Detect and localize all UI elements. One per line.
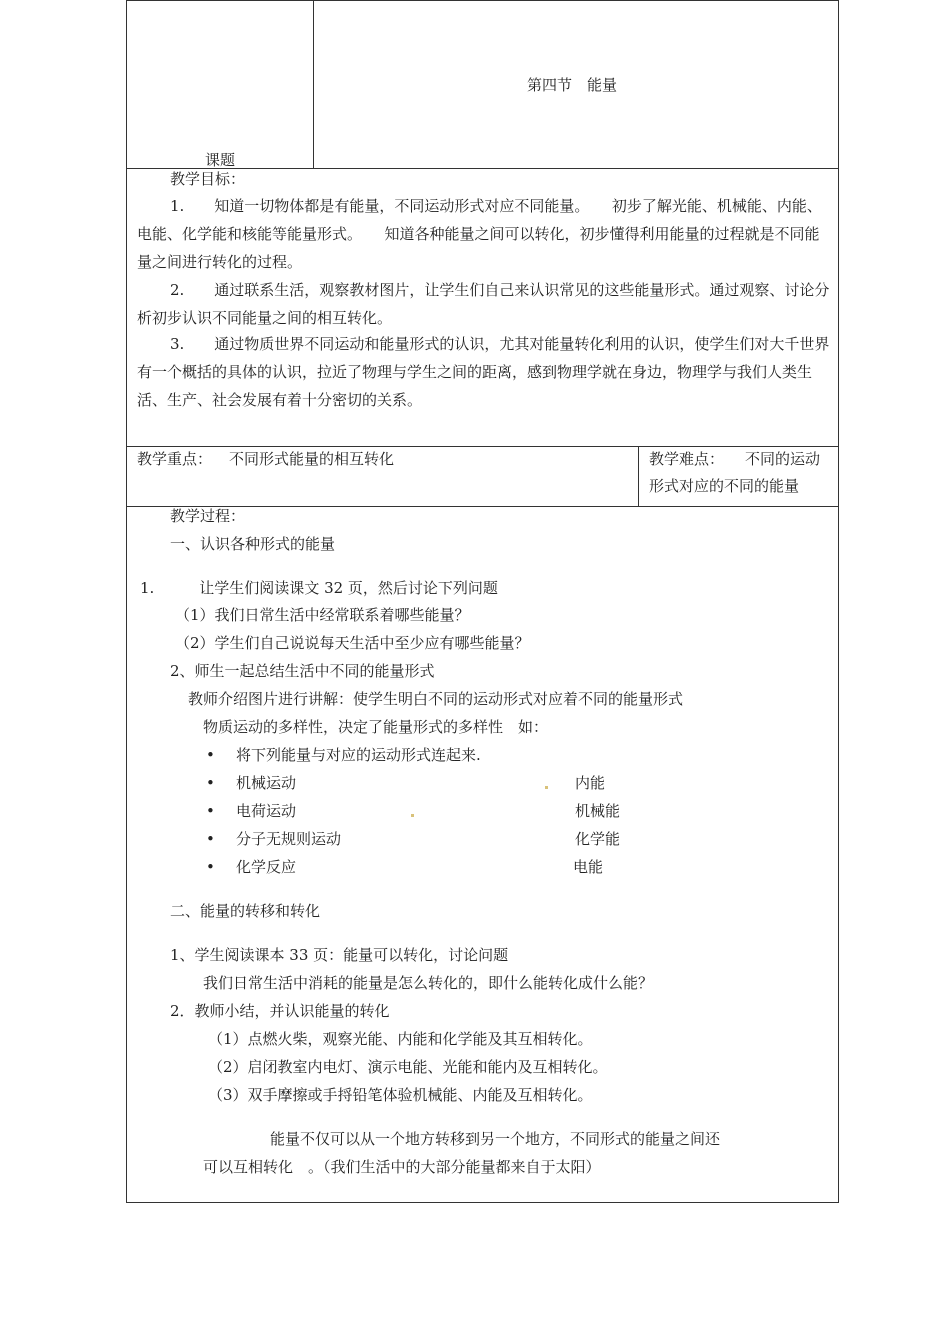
summary-item: 2、师生一起总结生活中不同的能量形式 bbox=[170, 662, 435, 680]
difficulty-line-1: 不同的运动 bbox=[745, 450, 821, 468]
motion-left-1: • 机械运动 bbox=[236, 773, 296, 793]
energy-right-2: 机械能 bbox=[575, 802, 621, 820]
difficulty-label: 教学难点： bbox=[649, 450, 725, 468]
objective-item-3: 3. 通过物质世界不同运动和能量形式的认识，尤其对能量转化利用的认识，使学生们对大千世界有一个概括的具体的认识，拉近了物理与学生之间的距离，感到物理学就在身边，物理学与我们人类生活、生产、社会发展有着十分密切的关系。 bbox=[137, 335, 830, 409]
read-question: 我们日常生活中消耗的能量是怎么转化的，即什么能转化成什么能？ bbox=[203, 974, 654, 992]
experiment-3: （3）双手摩擦或手捋铅笔体验机械能、内能及互相转化。 bbox=[208, 1086, 593, 1104]
difficulty-line-2: 形式对应的不同的能量 bbox=[649, 477, 800, 495]
energy-right-4: 电能 bbox=[573, 858, 604, 876]
header-divider-vertical bbox=[313, 0, 314, 169]
section-1-heading: 一、认识各种形式的能量 bbox=[170, 535, 336, 553]
section-2-heading: 二、能量的转移和转化 bbox=[170, 902, 321, 920]
connect-instruction: • 将下列能量与对应的运动形式连起来. bbox=[236, 745, 481, 765]
key-points-value: 不同形式能量的相互转化 bbox=[229, 450, 395, 468]
teacher-summary: 2．教师小结，并认识能量的转化 bbox=[170, 1002, 390, 1020]
question-1: （1）我们日常生活中经常联系着哪些能量？ bbox=[175, 606, 470, 624]
scan-speck bbox=[545, 786, 548, 789]
experiment-2: （2）启闭教室内电灯、演示电能、光能和能内及互相转化。 bbox=[208, 1058, 608, 1076]
scan-speck bbox=[411, 814, 414, 817]
energy-right-3: 化学能 bbox=[575, 830, 621, 848]
motion-left-3: • 分子无规则运动 bbox=[236, 829, 341, 849]
objectives-heading: 教学目标： bbox=[170, 170, 246, 188]
motion-left-4: • 化学反应 bbox=[236, 857, 296, 877]
motion-left-2: • 电荷运动 bbox=[236, 801, 296, 821]
experiment-1: （1）点燃火柴，观察光能、内能和化学能及其互相转化。 bbox=[208, 1030, 593, 1048]
question-intro: 1. 让学生们阅读课文 32 页，然后讨论下列问题 bbox=[140, 579, 498, 597]
read-item: 1、学生阅读课本 33 页：能量可以转化，讨论问题 bbox=[170, 946, 509, 964]
key-points-label: 教学重点： bbox=[137, 450, 213, 468]
energy-right-1: 内能 bbox=[575, 774, 606, 792]
objective-item-1: 1. 知道一切物体都是有能量，不同运动形式对应不同能量。 初步了解光能、机械能、内能、电能、化学能和核能等能量形式。 知道各种能量之间可以转化，初步懂得利用能量的过程就是不同能量之间进行转化的过程。 bbox=[137, 197, 822, 271]
diversity-line: 物质运动的多样性，决定了能量形式的多样性 如： bbox=[203, 718, 549, 736]
conclusion-line-1: 能量不仅可以从一个地方转移到另一个地方，不同形式的能量之间还 bbox=[270, 1130, 721, 1148]
conclusion-line-2: 可以互相转化 。（我们生活中的大部分能量都来自于太阳） bbox=[203, 1158, 601, 1176]
keypoints-divider-vertical bbox=[638, 446, 639, 507]
objectives-divider bbox=[126, 446, 839, 447]
teacher-intro: 教师介绍图片进行讲解：使学生明白不同的运动形式对应着不同的能量形式 bbox=[188, 690, 684, 708]
question-2: （2）学生们自己说说每天生活中至少应有哪些能量？ bbox=[175, 634, 530, 652]
lesson-title: 第四节 能量 bbox=[527, 76, 618, 94]
process-heading: 教学过程： bbox=[170, 507, 246, 525]
subject-label: 课题 bbox=[205, 151, 236, 169]
objective-item-2: 2. 通过联系生活，观察教材图片，让学生们自己来认识常见的这些能量形式。通过观察、讨论分析初步认识不同能量之间的相互转化。 bbox=[137, 281, 830, 327]
